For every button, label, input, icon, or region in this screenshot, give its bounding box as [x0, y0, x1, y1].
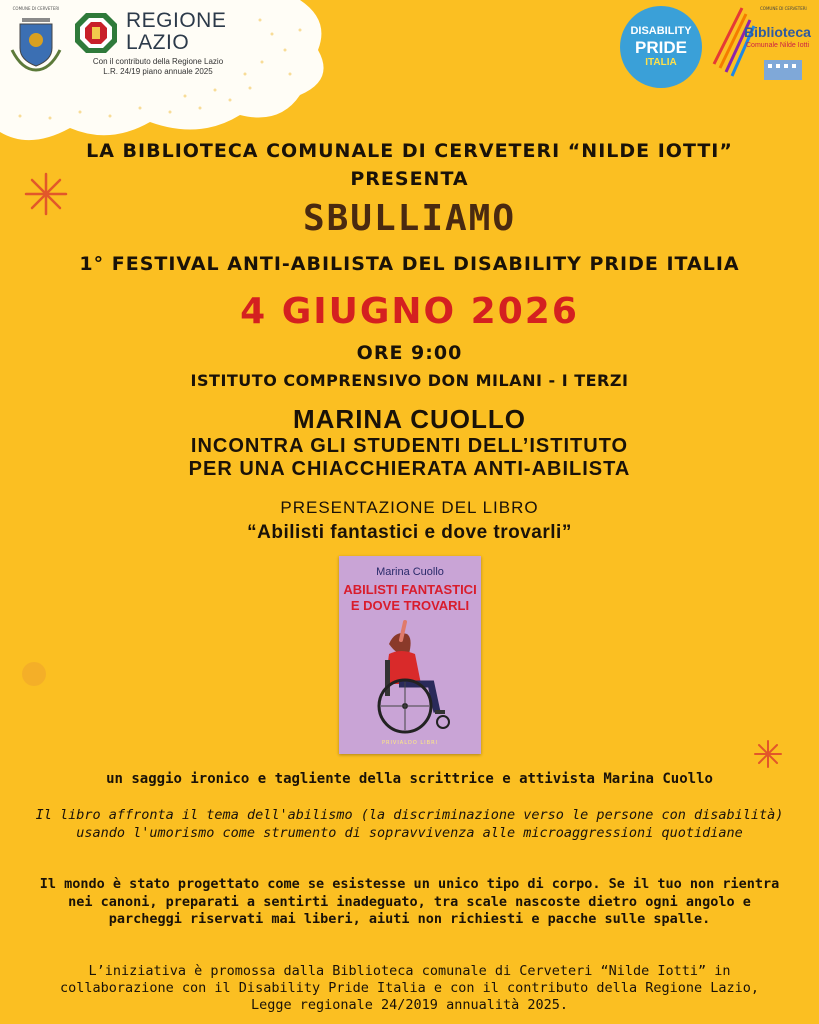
meet-line-1: INCONTRA GLI STUDENTI DELL’ISTITUTO	[190, 435, 629, 457]
dp-logo-line2: PRIDE	[635, 38, 687, 57]
lazio-title-line2: LAZIO	[126, 31, 190, 54]
regione-lazio-title	[126, 10, 226, 54]
cover-author: Marina Cuollo	[376, 566, 444, 578]
presentation-heading: PRESENTAZIONE DEL LIBRO	[280, 498, 539, 517]
dot-decoration	[22, 662, 46, 686]
organizer-heading: LA BIBLIOTECA COMUNALE DI CERVETERI “NILDE IOTTI”	[86, 140, 733, 162]
book-cover	[339, 556, 481, 754]
book-title: “Abilisti fantastici e dove trovarli”	[247, 522, 572, 543]
biblioteca-logo	[712, 4, 816, 86]
book-quote: Il mondo è stato progettato come se esistesse un unico tipo di corpo. Se il tuo non rientra nei canoni, preparati a sentirti inadeguato, tra scale nascoste dietro ogni angolo e parcheggi riservati mai liberi, aiuti non richiesti e pacche sulle spalle.	[39, 876, 780, 927]
meet-line-2: PER UNA CHIACCHIERATA ANTI-ABILISTA	[188, 458, 631, 480]
event-time: ORE 9:00	[356, 342, 463, 364]
cover-title-line2: E DOVE TROVARLI	[350, 598, 470, 613]
cover-publisher: PRIVIALDO LIBRI	[381, 740, 439, 746]
book-description: Il libro affronta il tema dell'abilismo (la discriminazione verso le persone con disabilità) usando l'umorismo come strumento di sopravvivenza alle microaggressioni quotidiane	[35, 807, 784, 841]
book-tagline: un saggio ironico e tagliente della scrittrice e attivista Marina Cuollo	[106, 771, 713, 787]
event-date: 4 GIUGNO 2026	[240, 291, 579, 332]
disability-pride-logo	[620, 6, 702, 88]
cover-title-line1: ABILISTI FANTASTICI	[343, 582, 477, 597]
bib-logo-mini: COMUNE DI CERVETERI	[760, 6, 807, 11]
dp-logo-line3: ITALIA	[645, 57, 677, 68]
regione-lazio-subtitle	[72, 57, 244, 77]
event-name: SBULLIAMO	[302, 198, 517, 239]
author-name: MARINA CUOLLO	[292, 404, 526, 434]
bib-logo-title: Biblioteca	[744, 24, 811, 40]
presenta-heading: PRESENTA	[350, 168, 469, 190]
credits-paragraph: L’iniziativa è promossa dalla Biblioteca comunale di Cerveteri “Nilde Iotti” in collaborazione con il Disability Pride Italia e con il contributo della Regione Lazio, Legge regionale 24/2019 annualità 2025.	[60, 963, 759, 1013]
festival-heading: 1° FESTIVAL ANTI-ABILISTA DEL DISABILITY PRIDE ITALIA	[79, 253, 740, 275]
bib-logo-subtitle: Comunale Nilde Iotti	[746, 42, 810, 49]
dp-logo-line1: DISABILITY	[630, 25, 692, 37]
sparkle-icon	[754, 740, 782, 768]
cerveteri-crest-icon	[8, 10, 64, 74]
lazio-sub-line1: Con il contributo della Regione Lazio	[92, 57, 224, 66]
event-place: ISTITUTO COMPRENSIVO DON MILANI - I TERZI	[190, 371, 629, 390]
lazio-title-line1: REGIONE	[126, 9, 227, 32]
regione-lazio-emblem-icon	[74, 12, 118, 54]
lazio-sub-line2: L.R. 24/19 piano annuale 2025	[103, 67, 213, 76]
crest-caption: COMUNE DI CERVETERI	[12, 6, 60, 11]
